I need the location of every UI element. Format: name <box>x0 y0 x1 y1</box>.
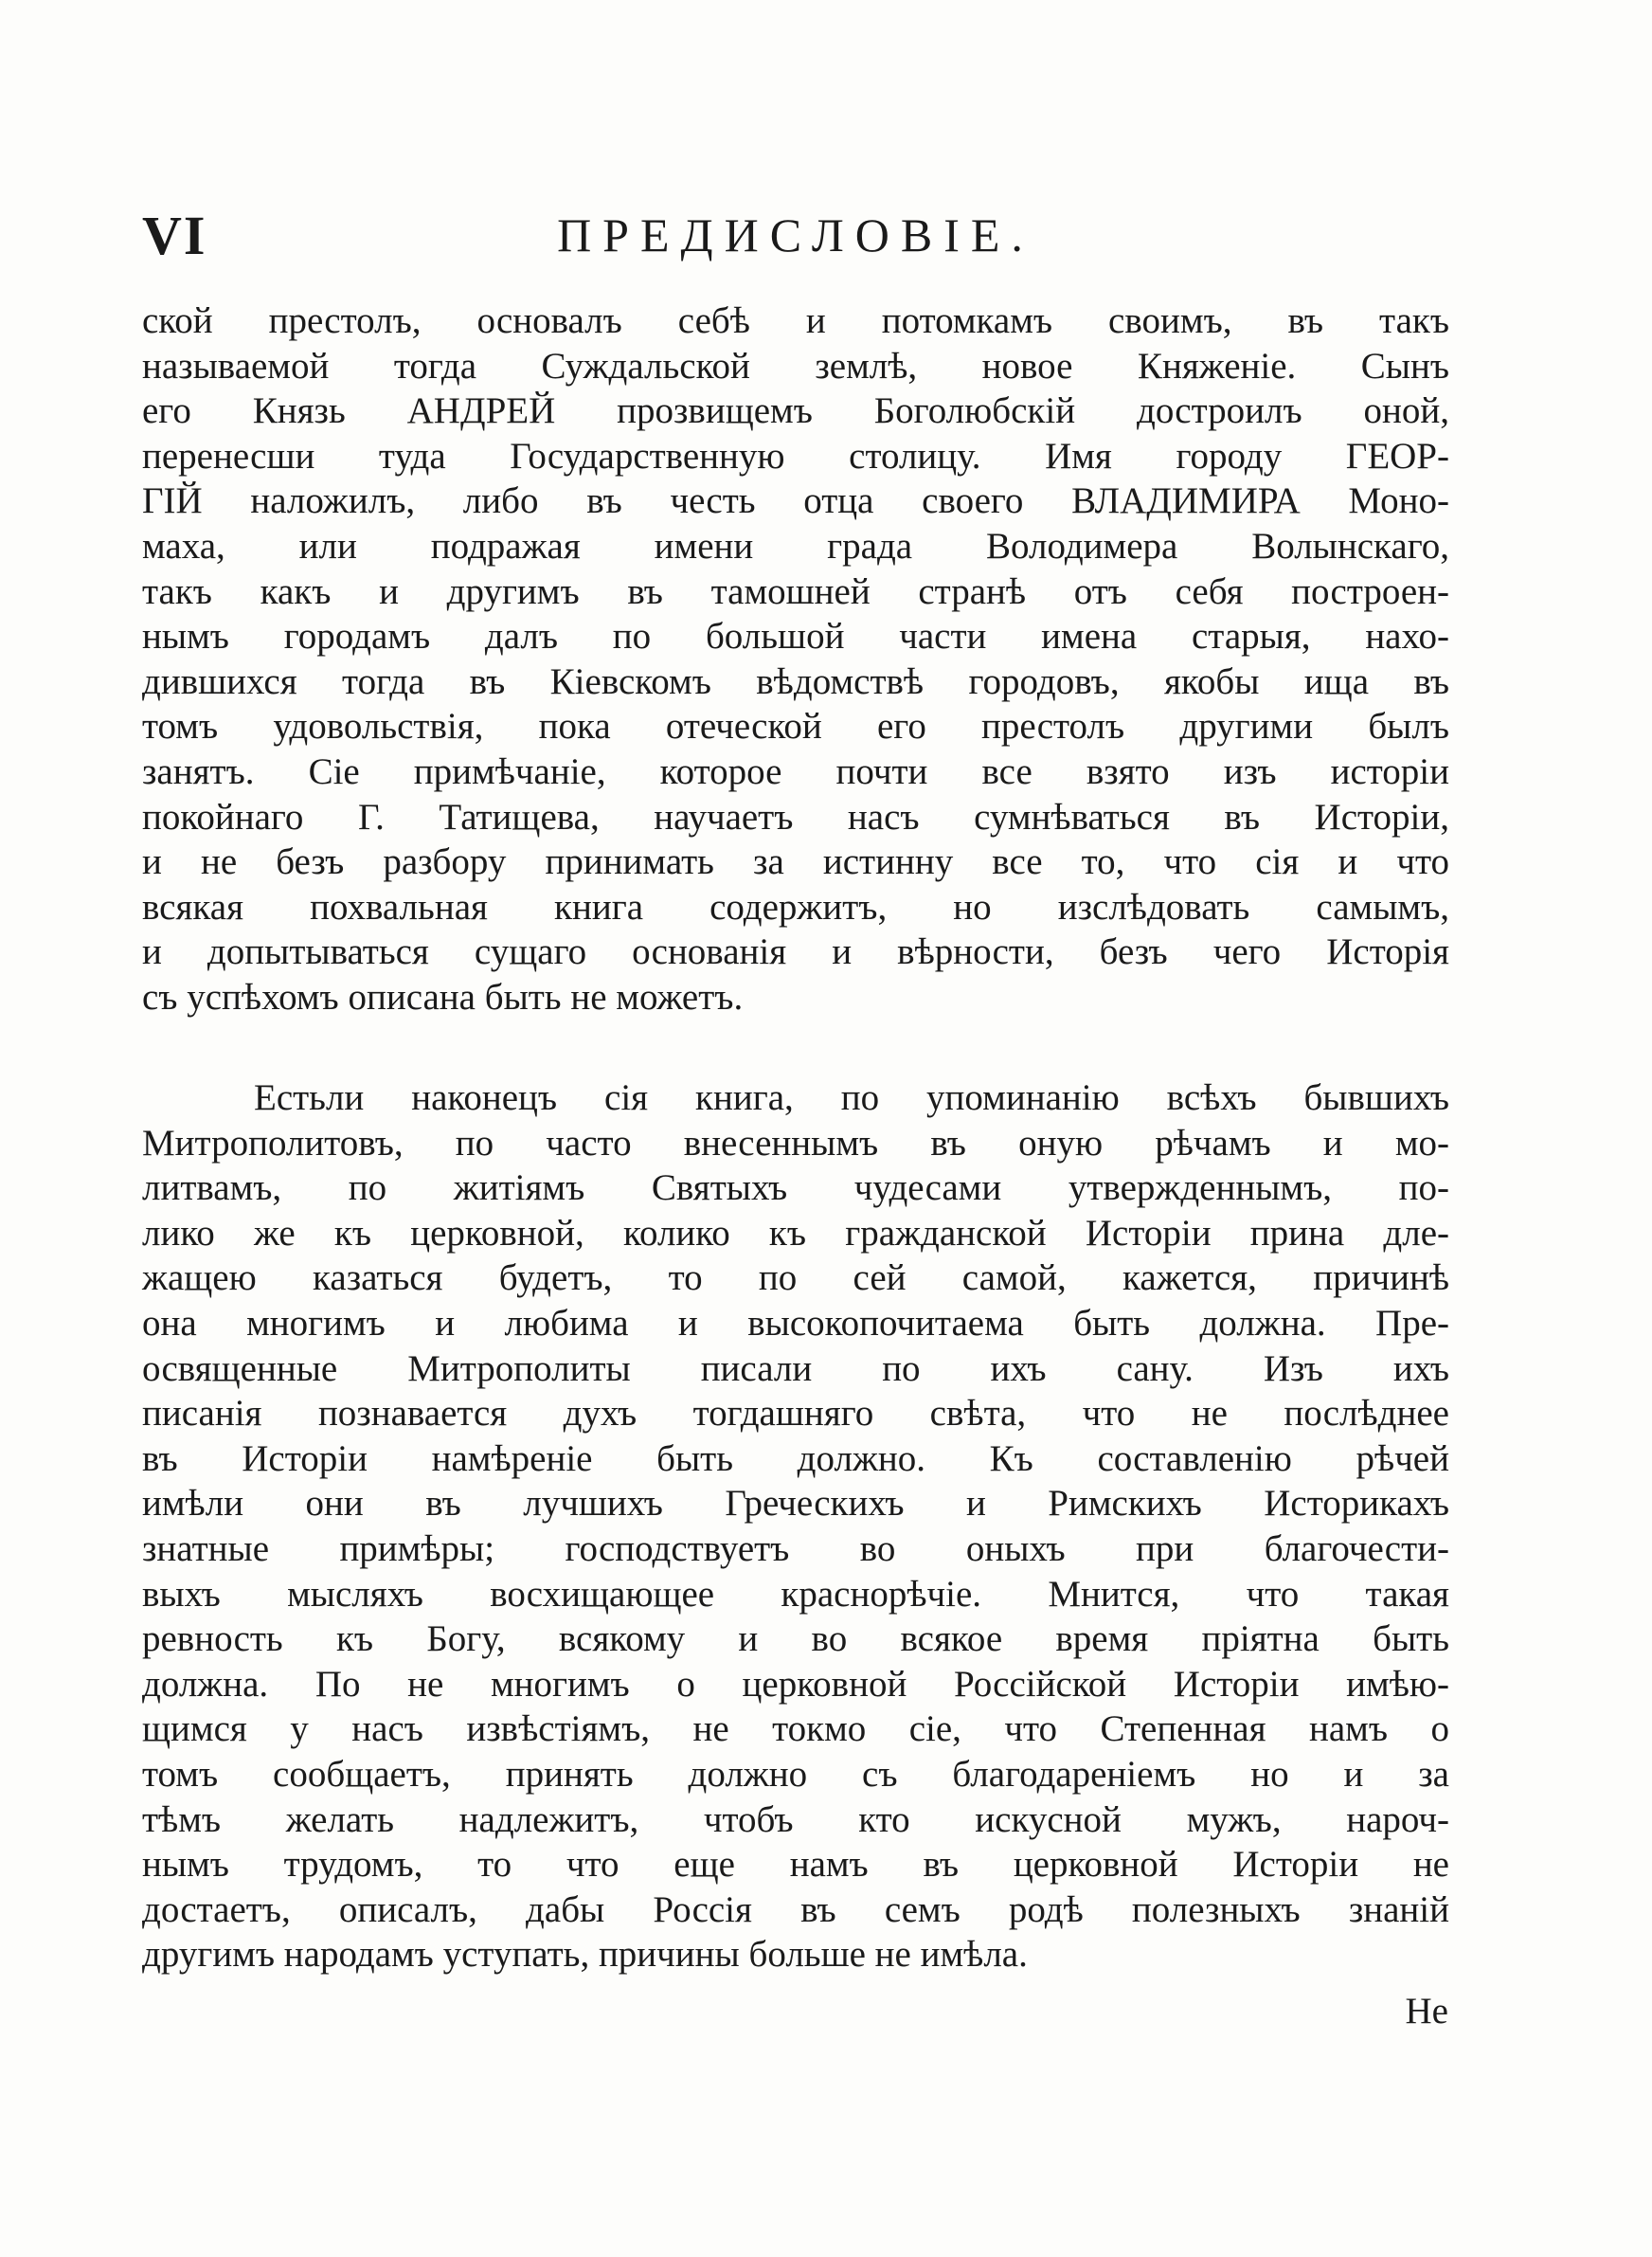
catchword: Не <box>1405 1991 1448 2031</box>
text-line: его Князь АНДРЕЙ прозвищемъ Боголюбскій достроилъ оной, <box>142 390 1449 432</box>
text-line: выхъ мысляхъ восхищающее краснорѣчіе. Мнится, что такая <box>142 1573 1449 1615</box>
text-line: тѣмъ желать надлежитъ, чтобъ кто искусной мужъ, нароч- <box>142 1798 1449 1840</box>
text-line: нымъ трудомъ, то что еще намъ въ церковной Исторіи не <box>142 1844 1449 1886</box>
text-line: знатные примѣры; господствуетъ во оныхъ при благочести- <box>142 1527 1449 1569</box>
text-line: щимся у насъ извѣстіямъ, не токмо сіе, что Степенная намъ о <box>142 1708 1449 1750</box>
text-line: писанія познавается духъ тогдашняго свѣта, что не послѣднее <box>142 1393 1449 1435</box>
text-line: всякая похвальная книга содержитъ, но изслѣдовать самымъ, <box>142 886 1449 928</box>
text-line: должна. По не многимъ о церковной Россійской Исторіи имѣю- <box>142 1663 1449 1705</box>
text-line: и допытываться сущаго основанія и вѣрности, безъ чего Исторія <box>142 931 1449 973</box>
text-line: другимъ народамъ уступать, причины больше не имѣла. <box>142 1934 1028 1976</box>
text-line: ГІЙ наложилъ, либо въ честь отца своего ВЛАДИМИРА Моно- <box>142 480 1449 522</box>
text-line: покойнаго Г. Татищева, научаетъ насъ сумнѣваться въ Исторіи, <box>142 796 1449 838</box>
page-header <box>142 204 1449 270</box>
text-line: томъ удовольствія, пока отеческой его престолъ другими былъ <box>142 706 1449 748</box>
text-line: перенесши туда Государственную столицу. Имя городу ГЕОР- <box>142 435 1449 477</box>
text-line: она многимъ и любима и высокопочитаема быть должна. Пре- <box>142 1302 1449 1344</box>
running-title: ПРЕДИСЛОВІЕ. <box>557 208 1034 262</box>
page-number: VI <box>142 205 207 266</box>
text-line: достаетъ, описалъ, дабы Россія въ семъ родѣ полезныхъ знаній <box>142 1888 1449 1930</box>
text-line: Митрополитовъ, по часто внесеннымъ въ оную рѣчамъ и мо- <box>142 1122 1449 1164</box>
text-line: такъ какъ и другимъ въ тамошней странѣ отъ себя построен- <box>142 570 1449 612</box>
text-line: ской престолъ, основалъ себѣ и потомкамъ своимъ, въ такъ <box>142 300 1449 341</box>
text-line: томъ сообщаетъ, принять должно съ благодареніемъ но и за <box>142 1753 1449 1795</box>
text-line: дившихся тогда въ Кіевскомъ вѣдомствѣ городовъ, якобы ища въ <box>142 660 1449 702</box>
text-line: лико же къ церковной, колико къ гражданской Исторіи прина дле- <box>142 1212 1449 1254</box>
text-line: занятъ. Сіе примѣчаніе, которое почти все взято изъ исторіи <box>142 750 1449 792</box>
text-line: литвамъ, по житіямъ Святыхъ чудесами утвержденнымъ, по- <box>142 1167 1449 1209</box>
text-line: называемой тогда Суждальской землѣ, новое Княженіе. Сынъ <box>142 345 1449 387</box>
text-line: жащею казаться будетъ, то по сей самой, кажется, причинѣ <box>142 1257 1449 1299</box>
text-line: нымъ городамъ далъ по большой части имена старыя, нахо- <box>142 616 1449 658</box>
text-line: имѣли они въ лучшихъ Греческихъ и Римскихъ Историкахъ <box>142 1483 1449 1525</box>
text-line: ревность къ Богу, всякому и во всякое время пріятна быть <box>142 1618 1449 1660</box>
paragraph-1 <box>142 298 1449 1020</box>
text-line: Естьли наконецъ сія книга, по упоминанію всѣхъ бывшихъ <box>254 1077 1449 1118</box>
text-line: и не безъ разбору принимать за истинну все то, что сія и что <box>142 841 1449 883</box>
text-line: освященные Митрополиты писали по ихъ сану. Изъ ихъ <box>142 1347 1449 1389</box>
text-line: съ успѣхомъ описана быть не можетъ. <box>142 976 744 1018</box>
text-line: въ Исторіи намѣреніе быть должно. Къ составленію рѣчей <box>142 1437 1449 1479</box>
paragraph-2 <box>142 1075 1449 1977</box>
text-line: маха, или подражая имени града Володимера Волынскаго, <box>142 525 1449 567</box>
